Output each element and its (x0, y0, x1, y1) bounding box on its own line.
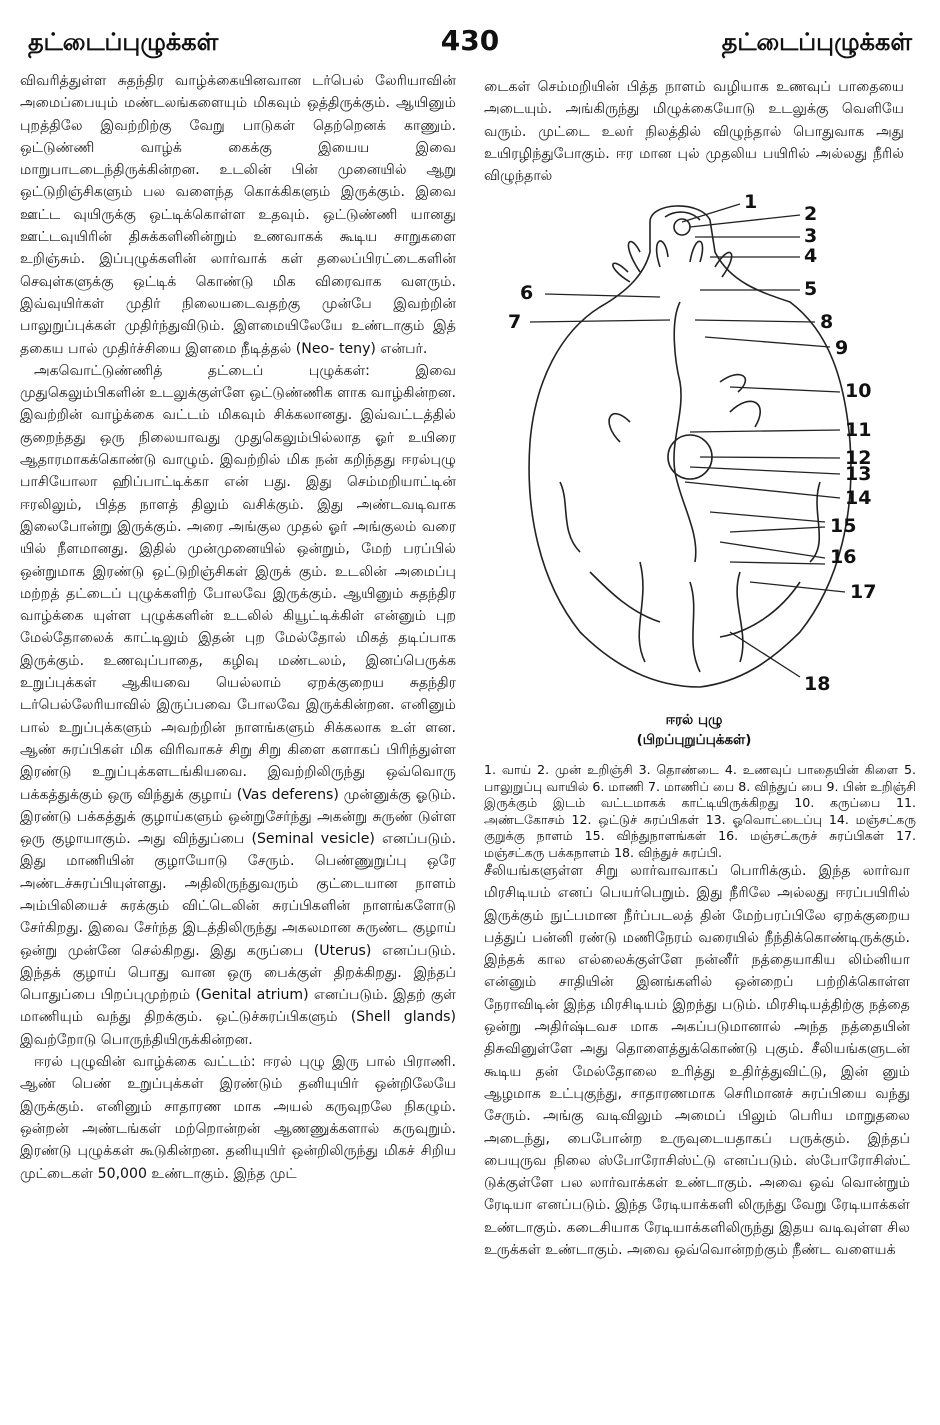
running-title-left: தட்டைப்புழுக்கள் (28, 28, 219, 56)
figure-label-13: 13 (845, 463, 872, 485)
figure-label-1: 1 (744, 191, 758, 213)
left-column (20, 70, 456, 1185)
figure-label-3: 3 (804, 225, 818, 247)
figure-label-7: 7 (508, 311, 522, 333)
figure-leader-lines (530, 204, 845, 677)
liver-fluke-diagram (500, 182, 910, 704)
running-title-right: தட்டைப்புழுக்கள் (721, 28, 912, 56)
figure-label-5: 5 (804, 278, 818, 300)
figure-label-18: 18 (804, 673, 831, 695)
figure-label-11: 11 (845, 419, 872, 441)
right-column-bottom-text: சீலியங்களுள்ள சிறு லார்வாவாகப் பொரிக்கும். இந்த லார்வா மிரசிடியம் எனப் பெயர்பெறும். இது நீரிலே அல்லது ஈரப்பயிரில் இருக்கும் நுட்பமான நீர்ப்படலத் தின் மேற்பரப்பிலே ஏறக்குறைய பத்துப் பன்னி ரண்டு மணிநேரம் வரையில் நீந்திக்கொண்டிருக்கும். இந்தக் கால எல்லைக்குள்ளே நன்னீர் நத்தையாகிய லிம்னியா என்னும் சாதியின் இனங்களில் ஒன்றைப் பற்றிக்கொள்ள நேராவிடின் இந்த மிரசிடியம் இறந்து படும். மிரசிடியத்திற்கு நத்தை ஒன்று அதிர்ஷ்டவச மாக அகப்படுமானால் அந்த நத்தையின் திசுவினுள்ளே அது தொளைத்துக்கொண்டு புகும். சீலியங்களுடன் கூடிய தன் மேல்தோலை உரித்து உதிர்த்துவிட்டு, இன் னும் ஆழமாக உட்புகுந்து, சாதாரணமாக செரிமானச் சுரப்பியை வந்து சேரும். அங்கு வடிவிலும் அமைப் பிலும் பெரிய மாறுதலை அடைந்து, பைபோன்ற உருவுடையதாகப் பருக்கும். இந்தப் பையுருவ நிலை ஸ்போரோசிஸ்ட்டு எனப்படும். ஸ்போரோசிஸ்ட் டுக்குள்ளே பல லார்வாக்கள் உண்டாகும். அவை ஒவ் வொன்றும் ரேடியா எனப்படும். இந்த ரேடியாக்களி லிருந்து வேறு ரேடியாக்கள் உண்டாகும். கடைசியாக ரேடியாக்களிலிருந்து இதய வடிவுள்ள சில உருக்கள் உண்டாகும். அவை ஒவ்வொன்றற்கும் நீண்ட வளையக் (484, 863, 910, 1259)
figure-caption (484, 710, 904, 750)
paragraph-1: விவரித்துள்ள சுதந்திர வாழ்க்கையினவான டர்பெல் லேரியாவின் அமைப்பையும் மண்டலங்களையும் மிகவும் ஒத்திருக்கும். ஆயினும் புறத்திலே இவற்றிற்கு வேறு பாடுகள் தெற்றெனக் காணும். ஒட்டுண்ணி வாழ்க் கைக்கு இயைய இவை மாறுபாடடைந்திருக்கின்றன. உடலின் பின் முனையில் ஆறு ஒட்டுறிஞ்சிகளும் பல வளைந்த கொக்கிகளும் இருக்கும். இவை ஊட்ட வுயிருக்கு ஒட்டிக்கொள்ள உதவும். ஒட்டுண்ணி யானது ஊட்டவுயிரின் திசுக்களினின்றும் உணவாகக் கூடிய சாறுகளை உறிஞ்சும். இப்புழுக்களின் லார்வாக் கள் தலைப்பிரட்டைகளின் செவுள்களுக்கு ஒட்டிக் கொண்டு மிக விரைவாக வளரும். இவ்வுயிர்கள் முதிர் நிலையடைவதற்கு முன்பே இவற்றின் பாலுறுப்புக்கள் முதிர்ந்துவிடும். இளமையிலேயே உண்டாகும் இத் தகைய பால் முதிர்ச்சியை இளமை நீடித்தல் (Neo- teny) என்பர். (20, 73, 456, 357)
figure-label-16: 16 (830, 546, 857, 568)
paragraph-3: ஈரல் புழுவின் வாழ்க்கை வட்டம்: ஈரல் புழு இரு பால் பிராணி. ஆண் பெண் உறுப்புக்கள் இரண்டும் தனியுயிர் ஒன்றிலேயே இருக்கும். எனினும் சாதாரண மாக அயல் கருவுறலே நிகழும். ஒன்றன் அண்டங்கள் மற்றொன்றன் ஆணணுக்களால் கருவுறும். இரண்டு புழுக்கள் கூடுகின்றன. தனியுயிர் ஒன்றிலிருந்து மிகச் சிறிய முட்டைகள் 50,000 உண்டாகும். இந்த முட் (20, 1054, 456, 1182)
figure-label-14: 14 (845, 487, 872, 509)
figure-caption-title: ஈரல் புழு (665, 712, 723, 728)
liver-fluke-figure (500, 182, 910, 704)
figure-label-6: 6 (520, 282, 534, 304)
figure-label-2: 2 (804, 203, 818, 225)
figure-label-17: 17 (850, 581, 877, 603)
right-column-top-text: டைகள் செம்மறியின் பித்த நாளம் வழியாக உணவுப் பாதையை அடையும். அங்கிருந்து மிழுக்கையோடு உடலுக்கு வெளியே வரும். முட்டை உலர் நிலத்தில் விழுந்தால் பொதுவாக அது உயிரழிந்துபோகும். ஈர மான புல் முதலிய பயிரில் அல்லது நீரில் விழுந்தால் (484, 79, 904, 185)
paragraph-2: அகவொட்டுண்ணித் தட்டைப் புழுக்கள்: இவை முதுகெலும்பிகளின் உடலுக்குள்ளே ஒட்டுண்ணிக ளாக வாழ்கின்றன. இவற்றின் வாழ்க்கை வட்டம் மிகவும் சிக்கலானது. இவ்வட்டத்தில் குறைந்தது ஒரு நிலையாவது முதுகெலும்பில்லாத ஓர் உயிரை ஆதாரமாகக்கொண்டு வாழும். இவற்றில் மிக நன் கறிந்தது ஈரல்புழு பாசியோலா ஹிப்பாட்டிக்கா என் பது. இது செம்மறியாட்டின் ஈரலிலும், பித்த நாளத் திலும் வசிக்கும். இது அண்டவடிவாக இலைபோன்று இருக்கும். அரை அங்குல முதல் ஓர் அங்குலம் வரை யில் நீளமானது. இதில் முன்முனையில் ஒன்றும், மேற் பரப்பில் ஒன்றுமாக இரண்டு ஒட்டுறிஞ்சிகள் இருக் கும். உடலின் அமைப்பு மற்றத் தட்டைப் புழுக்களிற் போலவே இருக்கும். ஆயினும் சுதந்திர வாழ்க்கை யுள்ள புழுக்களின் உடலில் கியூட்டிக்கிள் என்னும் புற மேல்தோலைக் காட்டிலும் இதன் புற மேல்தோல் மிகத் தடிப்பாக இருக்கும். உணவுப்பாதை, கழிவு மண்டலம், இனப்பெருக்க உறுப்புக்கள் ஆகியவை யெல்லாம் ஏறக்குறைய சுதந்திர டர்பெல்லேரியாவில் இருப்பவை போலவே இருக்கின்றன. எனினும் பால் உறுப்புக்களும் அவற்றின் நாளங்களும் சிக்கலாக உள் ளன. ஆண் சுரப்பிகள் மிக விரிவாகச் சிறு சிறு கிளை களாகப் பிரிந்துள்ள இரண்டு உறுப்புக்களடங்கியவை. இவற்றிலிருந்து ஒவ்வொரு பக்கத்துக்கும் ஒரு விந்துக் குழாய் (Vas deferens) முன்னுக்கு ஓடும். இரண்டு பக்கத்துக் குழாய்களும் ஒன்றுசேர்ந்து அகன்று சுருண் டுள்ள ஒரு குழாயாகும். அது விந்துப்பை (Seminal vesicle) எனப்படும். இது மாணியின் குழாயோடு சேரும். பெண்ணுறுப்பு ஒரே அண்டச்சுரப்பியுள்ளது. அதிலிருந்துவரும் குட்டையான நாளம் அம்பிலியைச் சுரக்கும் விட்டெலின் சுரப்பிகளின் நாளங்களோடு சேர்கிறது. இவை சேர்ந்த இடத்திலிருந்து அகலமான சுருண்ட குழாய் ஒன்று முன்னே செல்கிறது. இது கருப்பை (Uterus) எனப்படும். இந்தக் குழாய் பொது வான ஒரு பைக்குள் திறக்கிறது. இந்தப் பொதுப்பை பிறப்புமுற்றம் (Genital atrium) எனப்படும். இதற் குள் மாணியும் வந்து திறக்கும். ஒட்டுச்சுரப்பிகளும் (Shell glands) இவற்றோடு பொருந்தியிருக்கின்றன. (20, 362, 456, 1048)
fluke-body (529, 206, 851, 687)
figure-legend: 1. வாய் 2. முன் உறிஞ்சி 3. தொண்டை 4. உணவுப் பாதையின் கிளை 5. பாலுறுப்பு வாயில் 6. மாணி 7. மாணிப் பை 8. விந்துப் பை 9. பின் உறிஞ்சி இருக்கும் இடம் வட்டமாகக் காட்டியிருக்கிறது 10. கருப்பை 11. அண்டகோசம் 12. ஒட்டுச் சுரப்பிகள் 13. ஓவொட்டைப்பு 14. மஞ்சட்கரு குறுக்கு நாளம் 15. விந்துநாளங்கள் 16. மஞ்சட்கருச் சுரப்பிகள் 17. மஞ்சட்கரு பக்கநாளம் 18. விந்துச் சுரப்பி. (484, 762, 916, 860)
figure-labels (508, 191, 876, 695)
figure-label-15: 15 (830, 515, 857, 537)
figure-caption-subtitle: (பிறப்புறுப்புக்கள்) (636, 732, 752, 748)
figure-label-4: 4 (804, 245, 818, 267)
figure-label-10: 10 (845, 380, 872, 402)
figure-label-8: 8 (820, 311, 834, 333)
page-header (20, 24, 920, 68)
figure-label-9: 9 (835, 337, 849, 359)
page-number: 430 (440, 24, 500, 57)
figure-label-12: 12 (845, 447, 872, 469)
